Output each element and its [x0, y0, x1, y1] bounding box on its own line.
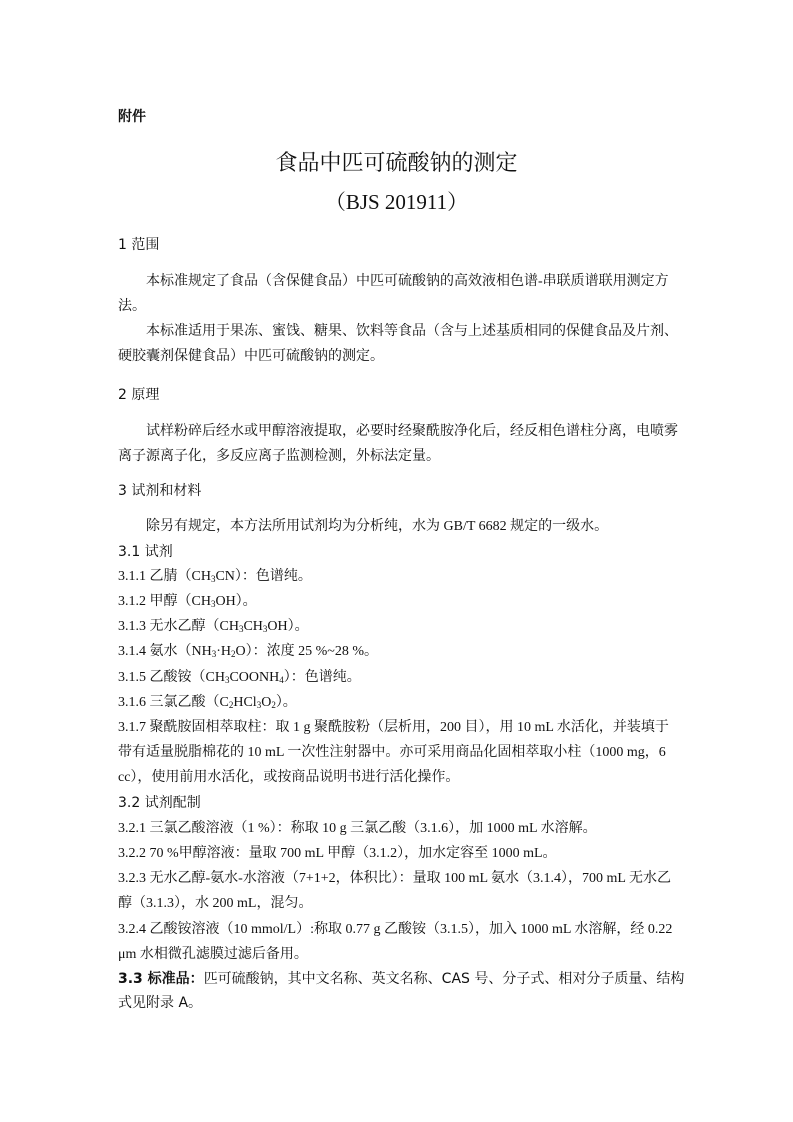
- subsection-heading: 3.2 试剂配制: [118, 795, 201, 811]
- section-heading: 1 范围: [118, 237, 160, 253]
- prep-item: 醇（3.1.3），水 200 mL，混匀。: [118, 896, 313, 911]
- paragraph-line: 法。: [118, 299, 146, 314]
- paragraph-line: 试样粉碎后经水或甲醇溶液提取，必要时经聚酰胺净化后，经反相色谱柱分离，电喷雾: [146, 424, 678, 439]
- reagent-item: cc），使用前用水活化，或按商品说明书进行活化操作。: [118, 770, 460, 785]
- prep-item: μm 水相微孔滤膜过滤后备用。: [118, 947, 308, 962]
- paragraph-line: 除另有规定，本方法所用试剂均为分析纯，水为 GB/T 6682 规定的一级水。: [146, 519, 609, 534]
- reagent-item: 3.1.7 聚酰胺固相萃取柱：取 1 g 聚酰胺粉（层析用，200 目），用 10 mL 水活化，并装填于: [118, 720, 669, 735]
- reagent-item: 3.1.3 无水乙醇$(CH_3CH_3OH)$。: [118, 619, 309, 634]
- paragraph-line: 硬胶囊剂保健食品）中匹可硫酸钠的测定。: [118, 349, 384, 364]
- reagent-item: 3.1.2 甲醇$(CH_3OH)$。: [118, 594, 257, 609]
- section-heading: 2 原理: [118, 387, 160, 403]
- prep-item: 3.2.2 70 %甲醇溶液：量取 700 mL 甲醇（3.1.2），加水定容至 1000 mL。: [118, 846, 557, 861]
- prep-item: 3.2.4 乙酸铵溶液（10 mmol/L）:称取 0.77 g 乙酸铵（3.1.5），加入 1000 mL 水溶解，经 0.22: [118, 922, 673, 937]
- standard-text: 匹可硫酸钠，其中文名称、英文名称、CAS 号、分子式、相对分子质量、结构: [203, 971, 685, 987]
- standard-item: 式见附录 A。: [118, 995, 203, 1011]
- standard-item: [118, 969, 685, 989]
- paragraph-line: 本标准规定了食品（含保健食品）中匹可硫酸钠的高效液相色谱-串联质谱联用测定方: [146, 274, 669, 289]
- reagent-item: 带有适量脱脂棉花的 10 mL 一次性注射器中。亦可采用商品化固相萃取小柱（1000 mg，6: [118, 745, 666, 760]
- attachment-label: 附件: [118, 109, 146, 125]
- prep-item: 3.2.3 无水乙醇-氨水-水溶液（7+1+2，体积比）：量取 100 mL 氨水（3.1.4），700 mL 无水乙: [118, 871, 671, 886]
- standard-code: （BJS 201911）: [324, 190, 469, 214]
- reagent-item: 3.1.5 乙酸铵$(CH_3COONH_4)$：色谱纯。: [118, 670, 361, 685]
- prep-item: 3.2.1 三氯乙酸溶液（1 %）：称取 10 g 三氯乙酸（3.1.6），加 1000 mL 水溶解。: [118, 821, 597, 836]
- reagent-item: 3.1.6 三氯乙酸$(C_2HCl_3O_2)$。: [118, 695, 297, 710]
- subsection-heading: 3.1 试剂: [118, 544, 173, 560]
- standard-label: 3.3 标准品：: [118, 971, 204, 987]
- paragraph-line: 离子源离子化，多反应离子监测检测，外标法定量。: [118, 449, 440, 464]
- section-heading: 3 试剂和材料: [118, 483, 202, 499]
- reagent-item: 3.1.1 乙腈$(CH_3CN)$：色谱纯。: [118, 569, 312, 584]
- paragraph-line: 本标准适用于果冻、蜜饯、糖果、饮料等食品（含与上述基质相同的保健食品及片剂、: [146, 324, 678, 339]
- page-title: 食品中匹可硫酸钠的测定: [275, 151, 518, 176]
- reagent-item: 3.1.4 氨水$(NH_3\cdot H_2O)$：浓度 25 %~28 %。: [118, 644, 379, 659]
